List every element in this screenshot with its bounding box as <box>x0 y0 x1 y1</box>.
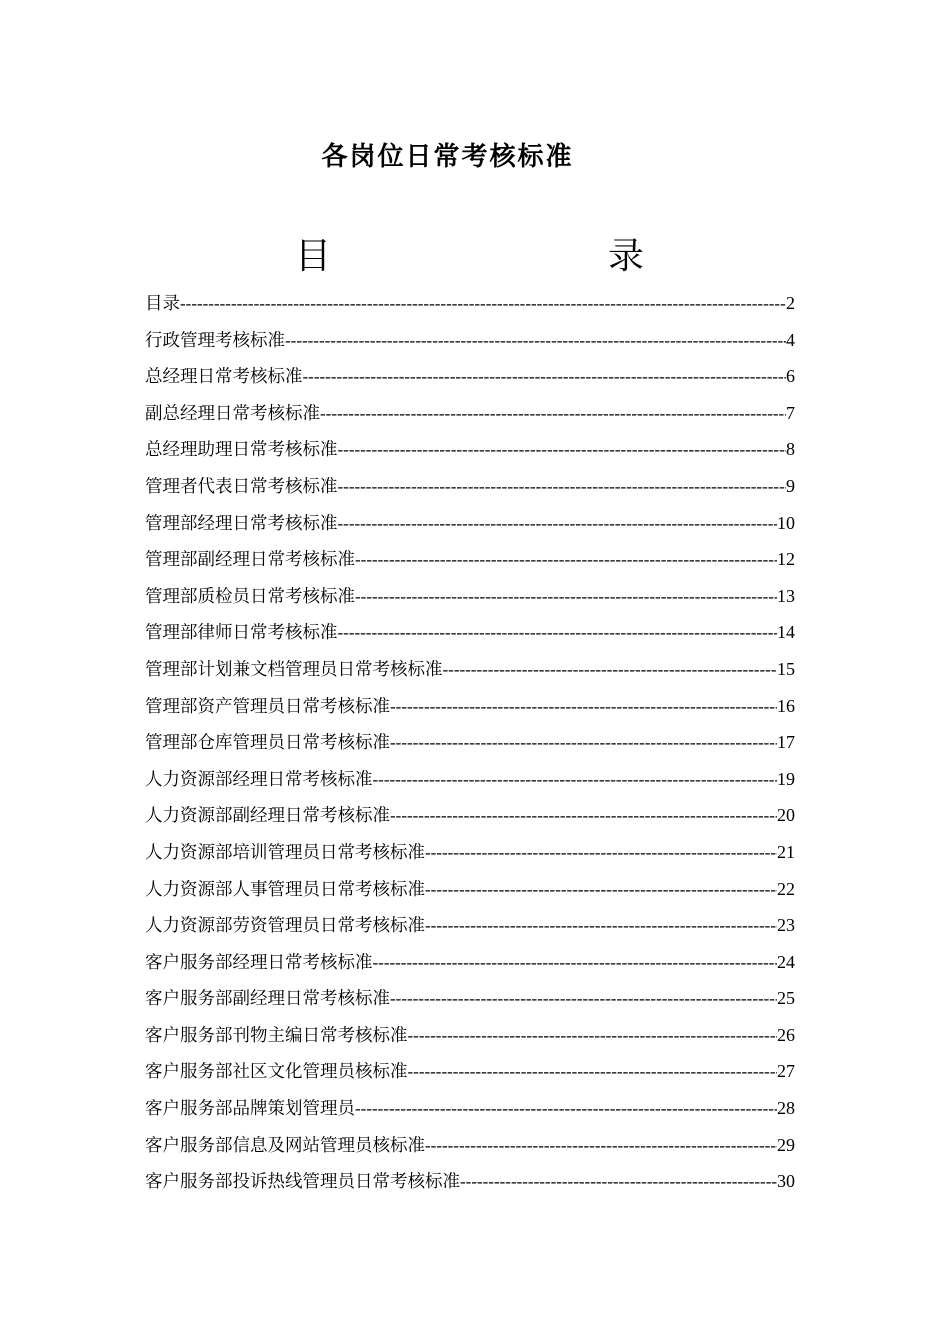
toc-entry-label: 副总经理日常考核标准 <box>145 403 320 424</box>
toc-entry-label: 人力资源部经理日常考核标准 <box>145 769 373 790</box>
toc-dot-leader <box>338 514 778 534</box>
toc-dot-leader <box>355 1099 777 1119</box>
toc-entry[interactable] <box>145 876 795 913</box>
toc-entry-label: 人力资源部副经理日常考核标准 <box>145 806 390 827</box>
toc-dot-leader <box>355 587 777 607</box>
toc-entry[interactable] <box>145 729 795 766</box>
toc-dot-leader <box>373 953 778 973</box>
toc-entry-page: 20 <box>777 805 795 826</box>
toc-entry[interactable] <box>145 1095 795 1132</box>
toc-entry[interactable] <box>145 985 795 1022</box>
toc-entry-label: 总经理助理日常考核标准 <box>145 440 338 461</box>
toc-dot-leader <box>443 660 778 680</box>
toc-entry[interactable] <box>145 693 795 730</box>
toc-entry-page: 30 <box>777 1171 795 1192</box>
toc-entry[interactable] <box>145 802 795 839</box>
toc-heading <box>145 228 795 277</box>
toc-entry-label: 管理部仓库管理员日常考核标准 <box>145 733 390 754</box>
toc-entry-label: 客户服务部副经理日常考核标准 <box>145 989 390 1010</box>
toc-entry-label: 人力资源部人事管理员日常考核标准 <box>145 879 425 900</box>
toc-entry-page: 25 <box>777 988 795 1009</box>
toc-list <box>145 290 795 1205</box>
toc-entry-label: 行政管理考核标准 <box>145 330 285 351</box>
toc-entry[interactable] <box>145 436 795 473</box>
toc-dot-leader <box>303 367 787 387</box>
toc-entry-label: 管理部质检员日常考核标准 <box>145 586 355 607</box>
toc-entry-label: 管理者代表日常考核标准 <box>145 476 338 497</box>
toc-dot-leader <box>338 440 787 460</box>
toc-entry[interactable] <box>145 327 795 364</box>
toc-dot-leader <box>355 550 777 570</box>
toc-entry-label: 管理部副经理日常考核标准 <box>145 550 355 571</box>
toc-entry-page: 23 <box>777 915 795 936</box>
toc-entry[interactable] <box>145 400 795 437</box>
toc-entry-label: 目录 <box>145 294 180 314</box>
toc-entry[interactable] <box>145 510 795 547</box>
toc-entry[interactable] <box>145 766 795 803</box>
toc-dot-leader <box>180 294 786 314</box>
toc-dot-leader <box>338 623 778 643</box>
toc-entry-page: 10 <box>777 512 795 533</box>
toc-entry-label: 客户服务部社区文化管理员核标准 <box>145 1062 408 1083</box>
toc-dot-leader <box>390 733 777 753</box>
toc-entry-page: 26 <box>777 1024 795 1045</box>
toc-entry[interactable] <box>145 1058 795 1095</box>
toc-entry-page: 7 <box>786 402 795 423</box>
document-title: 各岗位日常考核标准 <box>321 142 574 172</box>
toc-dot-leader <box>390 989 777 1009</box>
toc-entry-page: 13 <box>777 585 795 606</box>
toc-entry-page: 8 <box>786 439 795 460</box>
toc-entry-label: 客户服务部品牌策划管理员 <box>145 1099 355 1120</box>
toc-entry-page: 22 <box>777 878 795 899</box>
toc-dot-leader <box>320 404 786 424</box>
toc-entry[interactable] <box>145 1022 795 1059</box>
toc-dot-leader <box>408 1062 778 1082</box>
toc-entry-label: 管理部资产管理员日常考核标准 <box>145 696 390 717</box>
toc-entry[interactable] <box>145 949 795 986</box>
toc-entry-page: 21 <box>777 841 795 862</box>
toc-entry[interactable] <box>145 583 795 620</box>
toc-entry-page: 27 <box>777 1061 795 1082</box>
toc-entry-label: 管理部计划兼文档管理员日常考核标准 <box>145 659 443 680</box>
toc-entry-page: 2 <box>786 293 795 313</box>
toc-entry-label: 客户服务部信息及网站管理员核标准 <box>145 1135 425 1156</box>
toc-entry-page: 15 <box>777 658 795 679</box>
toc-entry[interactable] <box>145 473 795 510</box>
toc-entry-label: 人力资源部劳资管理员日常考核标准 <box>145 916 425 937</box>
toc-entry-label: 人力资源部培训管理员日常考核标准 <box>145 842 425 863</box>
toc-entry[interactable] <box>145 546 795 583</box>
toc-entry-page: 16 <box>777 695 795 716</box>
toc-entry[interactable] <box>145 656 795 693</box>
toc-heading-right: 录 <box>608 236 645 277</box>
toc-heading-left: 目 <box>295 236 332 277</box>
toc-entry-page: 28 <box>777 1098 795 1119</box>
toc-dot-leader <box>390 806 777 826</box>
toc-entry[interactable] <box>145 619 795 656</box>
toc-dot-leader <box>460 1172 777 1192</box>
toc-entry-label: 客户服务部投诉热线管理员日常考核标准 <box>145 1172 460 1193</box>
toc-entry-page: 19 <box>777 768 795 789</box>
toc-dot-leader <box>373 770 778 790</box>
toc-entry[interactable] <box>145 290 795 327</box>
toc-dot-leader <box>390 697 777 717</box>
toc-dot-leader <box>425 880 777 900</box>
toc-dot-leader <box>408 1026 778 1046</box>
toc-entry-page: 12 <box>777 549 795 570</box>
toc-entry-page: 9 <box>786 475 795 496</box>
toc-entry[interactable] <box>145 363 795 400</box>
toc-entry[interactable] <box>145 839 795 876</box>
toc-dot-leader <box>425 1136 777 1156</box>
toc-dot-leader <box>425 843 777 863</box>
toc-entry[interactable] <box>145 1132 795 1169</box>
toc-dot-leader <box>285 331 786 351</box>
toc-entry-label: 管理部经理日常考核标准 <box>145 513 338 534</box>
toc-entry-label: 总经理日常考核标准 <box>145 367 303 388</box>
toc-entry-label: 客户服务部经理日常考核标准 <box>145 952 373 973</box>
toc-entry-page: 17 <box>777 732 795 753</box>
toc-entry-label: 管理部律师日常考核标准 <box>145 623 338 644</box>
toc-entry-page: 24 <box>777 951 795 972</box>
toc-entry-page: 6 <box>786 366 795 387</box>
toc-entry-label: 客户服务部刊物主编日常考核标准 <box>145 1025 408 1046</box>
toc-entry-page: 29 <box>777 1134 795 1155</box>
toc-entry[interactable] <box>145 1168 795 1205</box>
toc-entry[interactable] <box>145 912 795 949</box>
toc-dot-leader <box>338 477 787 497</box>
toc-entry-page: 4 <box>786 329 795 350</box>
toc-entry-page: 14 <box>777 622 795 643</box>
toc-dot-leader <box>425 916 777 936</box>
